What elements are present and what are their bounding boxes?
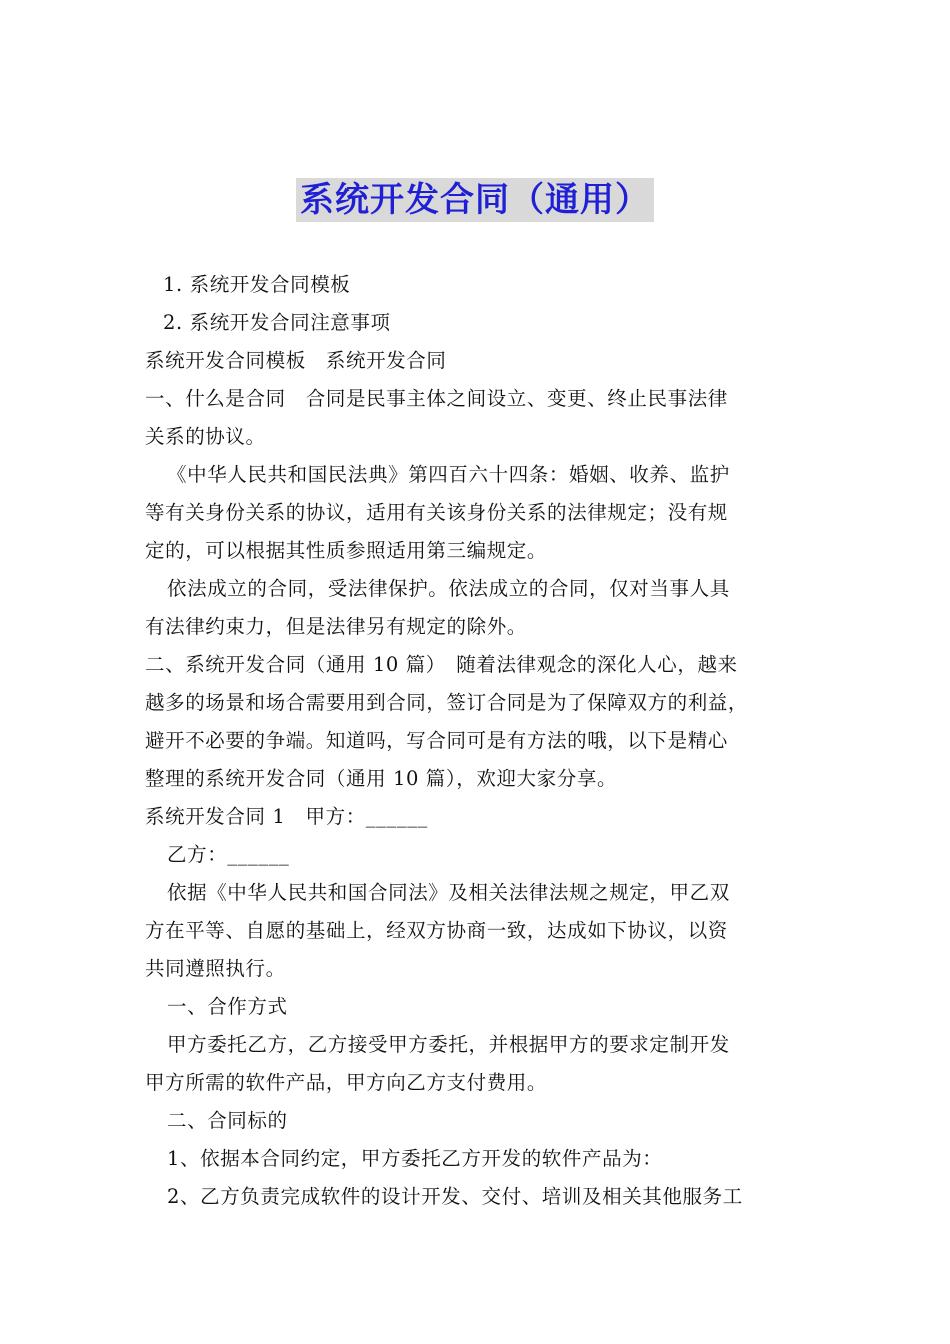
toc-item-1: 1. 系统开发合同模板 — [163, 273, 351, 296]
section-heading-template: 系统开发合同模板 系统开发合同 — [145, 349, 447, 372]
paragraph-line: 关系的协议。 — [145, 425, 266, 448]
paragraph-line: 共同遵照执行。 — [145, 957, 286, 980]
contract-party-a: 系统开发合同 1 甲方：______ — [145, 805, 428, 828]
paragraph-line: 《中华人民共和国民法典》第四百六十四条：婚姻、收养、监护 — [167, 463, 730, 486]
paragraph-line: 一、什么是合同 合同是民事主体之间设立、变更、终止民事法律 — [145, 387, 728, 410]
paragraph-line: 依法成立的合同，受法律保护。依法成立的合同，仅对当事人具 — [167, 577, 730, 600]
paragraph-line: 甲方所需的软件产品，甲方向乙方支付费用。 — [145, 1071, 548, 1094]
toc-item-2: 2. 系统开发合同注意事项 — [163, 311, 391, 334]
paragraph-line: 避开不必要的争端。知道吗，写合同可是有方法的哦，以下是精心 — [145, 729, 728, 752]
paragraph-line: 2、乙方负责完成软件的设计开发、交付、培训及相关其他服务工 — [167, 1185, 743, 1208]
paragraph-line: 甲方委托乙方，乙方接受甲方委托，并根据甲方的要求定制开发 — [167, 1033, 730, 1056]
document-title: 系统开发合同（通用） — [296, 178, 654, 222]
paragraph-line: 二、系统开发合同（通用 10 篇） 随着法律观念的深化人心，越来 — [145, 653, 738, 676]
paragraph-line: 1、依据本合同约定，甲方委托乙方开发的软件产品为： — [167, 1147, 663, 1170]
paragraph-line: 定的，可以根据其性质参照适用第三编规定。 — [145, 539, 548, 562]
paragraph-line: 越多的场景和场合需要用到合同，签订合同是为了保障双方的利益， — [145, 691, 749, 714]
paragraph-line: 方在平等、自愿的基础上，经双方协商一致，达成如下协议，以资 — [145, 919, 728, 942]
clause-heading: 二、合同标的 — [167, 1109, 288, 1132]
contract-party-b: 乙方：______ — [167, 843, 290, 866]
paragraph-line: 整理的系统开发合同（通用 10 篇），欢迎大家分享。 — [145, 767, 618, 790]
document-body — [145, 266, 810, 1216]
title-container — [0, 178, 950, 222]
paragraph-line: 依据《中华人民共和国合同法》及相关法律法规之规定，甲乙双 — [167, 881, 730, 904]
paragraph-line: 等有关身份关系的协议，适用有关该身份关系的法律规定；没有规 — [145, 501, 728, 524]
paragraph-line: 有法律约束力，但是法律另有规定的除外。 — [145, 615, 527, 638]
clause-heading: 一、合作方式 — [167, 995, 288, 1018]
